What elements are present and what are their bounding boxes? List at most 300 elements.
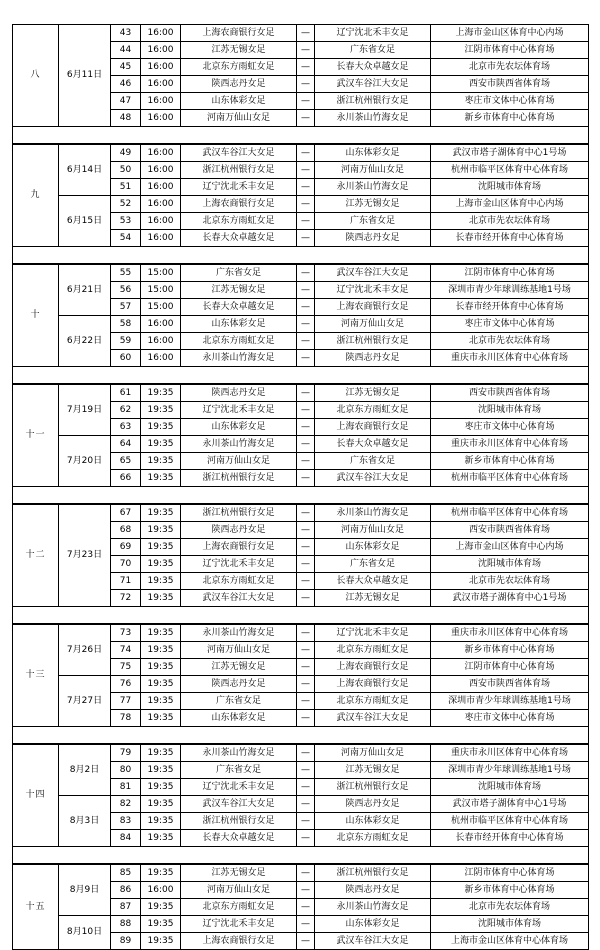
match-date: 7月23日 — [59, 504, 111, 607]
match-venue: 深圳市青少年球训练基地1号场 — [431, 693, 589, 710]
table-row — [13, 744, 589, 762]
home-team: 永川茶山竹海女足 — [181, 436, 297, 453]
score-dash: — — [297, 59, 315, 76]
table-row — [13, 384, 589, 402]
away-team: 上海农商银行女足 — [315, 419, 431, 436]
match-number: 58 — [111, 316, 141, 333]
group-spacer-cell — [13, 607, 589, 625]
schedule-body — [13, 25, 589, 950]
match-venue: 重庆市永川区体育中心体育场 — [431, 624, 589, 642]
away-team: 陕西志丹女足 — [315, 796, 431, 813]
match-venue: 新乡市体育中心体育场 — [431, 642, 589, 659]
away-team: 长春大众卓越女足 — [315, 436, 431, 453]
score-dash: — — [297, 230, 315, 247]
round-label: 十 — [13, 264, 59, 367]
match-number: 49 — [111, 144, 141, 162]
match-time: 16:00 — [141, 179, 181, 196]
match-time: 19:35 — [141, 796, 181, 813]
match-number: 88 — [111, 916, 141, 933]
group-spacer — [13, 487, 589, 505]
match-number: 44 — [111, 42, 141, 59]
table-row — [13, 316, 589, 333]
match-time: 16:00 — [141, 76, 181, 93]
match-venue: 武汉市塔子湖体育中心1号场 — [431, 144, 589, 162]
away-team: 永川茶山竹海女足 — [315, 504, 431, 522]
match-time: 19:35 — [141, 470, 181, 487]
home-team: 浙江杭州银行女足 — [181, 504, 297, 522]
group-spacer-cell — [13, 127, 589, 145]
score-dash: — — [297, 916, 315, 933]
match-venue: 北京市先农坛体育场 — [431, 213, 589, 230]
match-time: 19:35 — [141, 556, 181, 573]
table-row — [13, 25, 589, 42]
match-number: 48 — [111, 110, 141, 127]
group-spacer — [13, 247, 589, 265]
match-venue: 长春市经开体育中心体育场 — [431, 230, 589, 247]
score-dash: — — [297, 179, 315, 196]
match-time: 16:00 — [141, 144, 181, 162]
match-venue: 长春市经开体育中心体育场 — [431, 299, 589, 316]
match-number: 82 — [111, 796, 141, 813]
match-date: 7月27日 — [59, 676, 111, 727]
match-number: 77 — [111, 693, 141, 710]
score-dash: — — [297, 864, 315, 882]
home-team: 江苏无锡女足 — [181, 864, 297, 882]
away-team: 广东省女足 — [315, 42, 431, 59]
match-time: 19:35 — [141, 453, 181, 470]
match-date: 8月3日 — [59, 796, 111, 847]
match-time: 15:00 — [141, 282, 181, 299]
score-dash: — — [297, 590, 315, 607]
match-time: 19:35 — [141, 419, 181, 436]
match-time: 19:35 — [141, 864, 181, 882]
away-team: 永川茶山竹海女足 — [315, 899, 431, 916]
table-row — [13, 264, 589, 282]
group-spacer — [13, 127, 589, 145]
score-dash: — — [297, 402, 315, 419]
away-team: 永川茶山竹海女足 — [315, 110, 431, 127]
match-number: 83 — [111, 813, 141, 830]
match-time: 19:35 — [141, 899, 181, 916]
group-spacer — [13, 727, 589, 745]
away-team: 山东体彩女足 — [315, 144, 431, 162]
score-dash: — — [297, 933, 315, 950]
match-date: 8月2日 — [59, 744, 111, 796]
away-team: 武汉车谷江大女足 — [315, 470, 431, 487]
match-time: 16:00 — [141, 333, 181, 350]
away-team: 浙江杭州银行女足 — [315, 779, 431, 796]
score-dash: — — [297, 899, 315, 916]
home-team: 浙江杭州银行女足 — [181, 813, 297, 830]
home-team: 陕西志丹女足 — [181, 76, 297, 93]
away-team: 武汉车谷江大女足 — [315, 76, 431, 93]
round-label: 十二 — [13, 504, 59, 607]
table-row — [13, 676, 589, 693]
match-number: 85 — [111, 864, 141, 882]
home-team: 陕西志丹女足 — [181, 676, 297, 693]
match-number: 54 — [111, 230, 141, 247]
match-number: 62 — [111, 402, 141, 419]
match-time: 19:35 — [141, 830, 181, 847]
home-team: 武汉车谷江大女足 — [181, 144, 297, 162]
home-team: 江苏无锡女足 — [181, 659, 297, 676]
match-venue: 上海市金山区体育中心内场 — [431, 196, 589, 213]
home-team: 长春大众卓越女足 — [181, 230, 297, 247]
away-team: 陕西志丹女足 — [315, 882, 431, 899]
away-team: 浙江杭州银行女足 — [315, 333, 431, 350]
match-time: 16:00 — [141, 162, 181, 179]
match-number: 45 — [111, 59, 141, 76]
match-date: 8月10日 — [59, 916, 111, 950]
group-spacer-cell — [13, 727, 589, 745]
score-dash: — — [297, 882, 315, 899]
match-number: 69 — [111, 539, 141, 556]
score-dash: — — [297, 144, 315, 162]
score-dash: — — [297, 659, 315, 676]
home-team: 浙江杭州银行女足 — [181, 162, 297, 179]
away-team: 北京东方雨虹女足 — [315, 402, 431, 419]
match-venue: 武汉市塔子湖体育中心1号场 — [431, 796, 589, 813]
away-team: 江苏无锡女足 — [315, 384, 431, 402]
round-label: 十三 — [13, 624, 59, 727]
match-time: 19:35 — [141, 436, 181, 453]
match-venue: 沈阳城市体育场 — [431, 179, 589, 196]
match-number: 67 — [111, 504, 141, 522]
round-label: 十一 — [13, 384, 59, 487]
match-venue: 枣庄市文体中心体育场 — [431, 419, 589, 436]
home-team: 北京东方雨虹女足 — [181, 59, 297, 76]
score-dash: — — [297, 110, 315, 127]
score-dash: — — [297, 419, 315, 436]
home-team: 永川茶山竹海女足 — [181, 350, 297, 367]
away-team: 河南万仙山女足 — [315, 162, 431, 179]
match-number: 55 — [111, 264, 141, 282]
match-time: 19:35 — [141, 539, 181, 556]
match-time: 16:00 — [141, 882, 181, 899]
match-venue: 重庆市永川区体育中心体育场 — [431, 744, 589, 762]
score-dash: — — [297, 504, 315, 522]
match-venue: 杭州市临平区体育中心体育场 — [431, 504, 589, 522]
score-dash: — — [297, 693, 315, 710]
match-time: 19:35 — [141, 573, 181, 590]
match-time: 19:35 — [141, 693, 181, 710]
match-number: 80 — [111, 762, 141, 779]
home-team: 山东体彩女足 — [181, 93, 297, 110]
match-time: 16:00 — [141, 110, 181, 127]
group-spacer-cell — [13, 247, 589, 265]
home-team: 河南万仙山女足 — [181, 453, 297, 470]
match-number: 79 — [111, 744, 141, 762]
match-time: 16:00 — [141, 42, 181, 59]
match-venue: 枣庄市文体中心体育场 — [431, 316, 589, 333]
away-team: 辽宁沈北禾丰女足 — [315, 25, 431, 42]
home-team: 陕西志丹女足 — [181, 384, 297, 402]
score-dash: — — [297, 830, 315, 847]
match-venue: 江阴市体育中心体育场 — [431, 659, 589, 676]
away-team: 上海农商银行女足 — [315, 676, 431, 693]
match-venue: 重庆市永川区体育中心体育场 — [431, 350, 589, 367]
score-dash: — — [297, 350, 315, 367]
table-row — [13, 504, 589, 522]
home-team: 辽宁沈北禾丰女足 — [181, 402, 297, 419]
away-team: 江苏无锡女足 — [315, 762, 431, 779]
match-venue: 长春市经开体育中心体育场 — [431, 830, 589, 847]
group-spacer-cell — [13, 367, 589, 385]
match-time: 16:00 — [141, 213, 181, 230]
away-team: 江苏无锡女足 — [315, 590, 431, 607]
match-number: 84 — [111, 830, 141, 847]
match-venue: 深圳市青少年球训练基地1号场 — [431, 762, 589, 779]
match-time: 16:00 — [141, 350, 181, 367]
match-venue: 西安市陕西省体育场 — [431, 384, 589, 402]
match-time: 19:35 — [141, 813, 181, 830]
score-dash: — — [297, 453, 315, 470]
match-time: 19:35 — [141, 402, 181, 419]
match-number: 73 — [111, 624, 141, 642]
away-team: 武汉车谷江大女足 — [315, 264, 431, 282]
match-venue: 杭州市临平区体育中心体育场 — [431, 162, 589, 179]
match-venue: 沈阳城市体育场 — [431, 779, 589, 796]
match-number: 75 — [111, 659, 141, 676]
match-date: 6月11日 — [59, 25, 111, 127]
home-team: 辽宁沈北禾丰女足 — [181, 179, 297, 196]
match-number: 70 — [111, 556, 141, 573]
match-time: 19:35 — [141, 522, 181, 539]
away-team: 山东体彩女足 — [315, 539, 431, 556]
score-dash: — — [297, 76, 315, 93]
home-team: 长春大众卓越女足 — [181, 299, 297, 316]
match-venue: 新乡市体育中心体育场 — [431, 453, 589, 470]
group-spacer — [13, 607, 589, 625]
home-team: 北京东方雨虹女足 — [181, 333, 297, 350]
match-number: 43 — [111, 25, 141, 42]
away-team: 永川茶山竹海女足 — [315, 179, 431, 196]
round-label: 十四 — [13, 744, 59, 847]
match-venue: 江阴市体育中心体育场 — [431, 264, 589, 282]
score-dash: — — [297, 162, 315, 179]
away-team: 河南万仙山女足 — [315, 744, 431, 762]
match-number: 74 — [111, 642, 141, 659]
match-venue: 杭州市临平区体育中心体育场 — [431, 813, 589, 830]
home-team: 河南万仙山女足 — [181, 882, 297, 899]
home-team: 河南万仙山女足 — [181, 642, 297, 659]
match-time: 19:35 — [141, 624, 181, 642]
group-spacer — [13, 367, 589, 385]
away-team: 长春大众卓越女足 — [315, 573, 431, 590]
match-time: 19:35 — [141, 762, 181, 779]
table-row — [13, 144, 589, 162]
match-venue: 江阴市体育中心体育场 — [431, 42, 589, 59]
home-team: 北京东方雨虹女足 — [181, 899, 297, 916]
away-team: 上海农商银行女足 — [315, 299, 431, 316]
away-team: 陕西志丹女足 — [315, 230, 431, 247]
match-venue: 枣庄市文体中心体育场 — [431, 93, 589, 110]
home-team: 广东省女足 — [181, 264, 297, 282]
match-time: 19:35 — [141, 710, 181, 727]
home-team: 长春大众卓越女足 — [181, 830, 297, 847]
match-venue: 上海市金山区体育中心内场 — [431, 539, 589, 556]
away-team: 辽宁沈北禾丰女足 — [315, 282, 431, 299]
away-team: 北京东方雨虹女足 — [315, 642, 431, 659]
match-venue: 武汉市塔子湖体育中心1号场 — [431, 590, 589, 607]
home-team: 永川茶山竹海女足 — [181, 624, 297, 642]
match-number: 64 — [111, 436, 141, 453]
table-row — [13, 796, 589, 813]
score-dash: — — [297, 522, 315, 539]
round-label: 九 — [13, 144, 59, 247]
match-number: 66 — [111, 470, 141, 487]
home-team: 上海农商银行女足 — [181, 539, 297, 556]
score-dash: — — [297, 436, 315, 453]
match-date: 7月20日 — [59, 436, 111, 487]
match-venue: 新乡市体育中心体育场 — [431, 110, 589, 127]
match-number: 52 — [111, 196, 141, 213]
home-team: 辽宁沈北禾丰女足 — [181, 556, 297, 573]
match-time: 19:35 — [141, 933, 181, 950]
away-team: 上海农商银行女足 — [315, 659, 431, 676]
match-venue: 北京市先农坛体育场 — [431, 573, 589, 590]
home-team: 辽宁沈北禾丰女足 — [181, 916, 297, 933]
match-venue: 枣庄市文体中心体育场 — [431, 710, 589, 727]
match-number: 50 — [111, 162, 141, 179]
home-team: 辽宁沈北禾丰女足 — [181, 779, 297, 796]
score-dash: — — [297, 642, 315, 659]
home-team: 北京东方雨虹女足 — [181, 213, 297, 230]
match-number: 51 — [111, 179, 141, 196]
away-team: 广东省女足 — [315, 213, 431, 230]
match-date: 6月22日 — [59, 316, 111, 367]
match-venue: 江阴市体育中心体育场 — [431, 864, 589, 882]
score-dash: — — [297, 779, 315, 796]
home-team: 广东省女足 — [181, 762, 297, 779]
home-team: 上海农商银行女足 — [181, 933, 297, 950]
away-team: 山东体彩女足 — [315, 813, 431, 830]
match-venue: 西安市陕西省体育场 — [431, 676, 589, 693]
match-time: 19:35 — [141, 642, 181, 659]
match-time: 16:00 — [141, 316, 181, 333]
score-dash: — — [297, 710, 315, 727]
match-venue: 新乡市体育中心体育场 — [431, 882, 589, 899]
match-time: 19:35 — [141, 779, 181, 796]
match-number: 86 — [111, 882, 141, 899]
home-team: 山东体彩女足 — [181, 316, 297, 333]
away-team: 山东体彩女足 — [315, 916, 431, 933]
away-team: 河南万仙山女足 — [315, 522, 431, 539]
match-time: 19:35 — [141, 744, 181, 762]
match-number: 89 — [111, 933, 141, 950]
score-dash: — — [297, 384, 315, 402]
match-number: 72 — [111, 590, 141, 607]
match-number: 59 — [111, 333, 141, 350]
table-row — [13, 436, 589, 453]
away-team: 浙江杭州银行女足 — [315, 864, 431, 882]
home-team: 陕西志丹女足 — [181, 522, 297, 539]
score-dash: — — [297, 470, 315, 487]
match-time: 15:00 — [141, 264, 181, 282]
match-time: 15:00 — [141, 299, 181, 316]
match-number: 57 — [111, 299, 141, 316]
score-dash: — — [297, 796, 315, 813]
home-team: 山东体彩女足 — [181, 419, 297, 436]
score-dash: — — [297, 316, 315, 333]
score-dash: — — [297, 264, 315, 282]
match-date: 6月21日 — [59, 264, 111, 316]
home-team: 广东省女足 — [181, 693, 297, 710]
match-number: 71 — [111, 573, 141, 590]
away-team: 北京东方雨虹女足 — [315, 830, 431, 847]
round-label: 八 — [13, 25, 59, 127]
away-team: 广东省女足 — [315, 556, 431, 573]
table-row — [13, 624, 589, 642]
match-venue: 深圳市青少年球训练基地1号场 — [431, 282, 589, 299]
match-date: 6月14日 — [59, 144, 111, 196]
match-time: 19:35 — [141, 916, 181, 933]
round-label: 十五 — [13, 864, 59, 950]
match-number: 68 — [111, 522, 141, 539]
match-number: 56 — [111, 282, 141, 299]
score-dash: — — [297, 282, 315, 299]
match-venue: 北京市先农坛体育场 — [431, 59, 589, 76]
match-time: 16:00 — [141, 230, 181, 247]
match-venue: 上海市金山区体育中心体育场 — [431, 933, 589, 950]
score-dash: — — [297, 744, 315, 762]
match-date: 7月19日 — [59, 384, 111, 436]
match-venue: 重庆市永川区体育中心体育场 — [431, 436, 589, 453]
match-number: 65 — [111, 453, 141, 470]
match-number: 46 — [111, 76, 141, 93]
match-date: 6月15日 — [59, 196, 111, 247]
away-team: 长春大众卓越女足 — [315, 59, 431, 76]
score-dash: — — [297, 676, 315, 693]
match-venue: 沈阳城市体育场 — [431, 916, 589, 933]
match-number: 81 — [111, 779, 141, 796]
match-date: 7月26日 — [59, 624, 111, 676]
match-date: 8月9日 — [59, 864, 111, 916]
score-dash: — — [297, 573, 315, 590]
match-time: 16:00 — [141, 25, 181, 42]
match-time: 16:00 — [141, 93, 181, 110]
score-dash: — — [297, 213, 315, 230]
score-dash: — — [297, 333, 315, 350]
match-venue: 北京市先农坛体育场 — [431, 899, 589, 916]
home-team: 永川茶山竹海女足 — [181, 744, 297, 762]
score-dash: — — [297, 196, 315, 213]
away-team: 河南万仙山女足 — [315, 316, 431, 333]
schedule-table — [12, 24, 589, 950]
match-venue: 西安市陕西省体育场 — [431, 522, 589, 539]
group-spacer-cell — [13, 847, 589, 865]
table-row — [13, 916, 589, 933]
match-number: 63 — [111, 419, 141, 436]
match-venue: 北京市先农坛体育场 — [431, 333, 589, 350]
home-team: 江苏无锡女足 — [181, 42, 297, 59]
match-number: 78 — [111, 710, 141, 727]
score-dash: — — [297, 93, 315, 110]
match-number: 60 — [111, 350, 141, 367]
match-time: 19:35 — [141, 504, 181, 522]
score-dash: — — [297, 762, 315, 779]
away-team: 陕西志丹女足 — [315, 350, 431, 367]
away-team: 武汉车谷江大女足 — [315, 933, 431, 950]
match-time: 16:00 — [141, 59, 181, 76]
match-time: 19:35 — [141, 384, 181, 402]
match-number: 47 — [111, 93, 141, 110]
match-time: 19:35 — [141, 676, 181, 693]
match-number: 53 — [111, 213, 141, 230]
away-team: 武汉车谷江大女足 — [315, 710, 431, 727]
away-team: 辽宁沈北禾丰女足 — [315, 624, 431, 642]
home-team: 北京东方雨虹女足 — [181, 573, 297, 590]
